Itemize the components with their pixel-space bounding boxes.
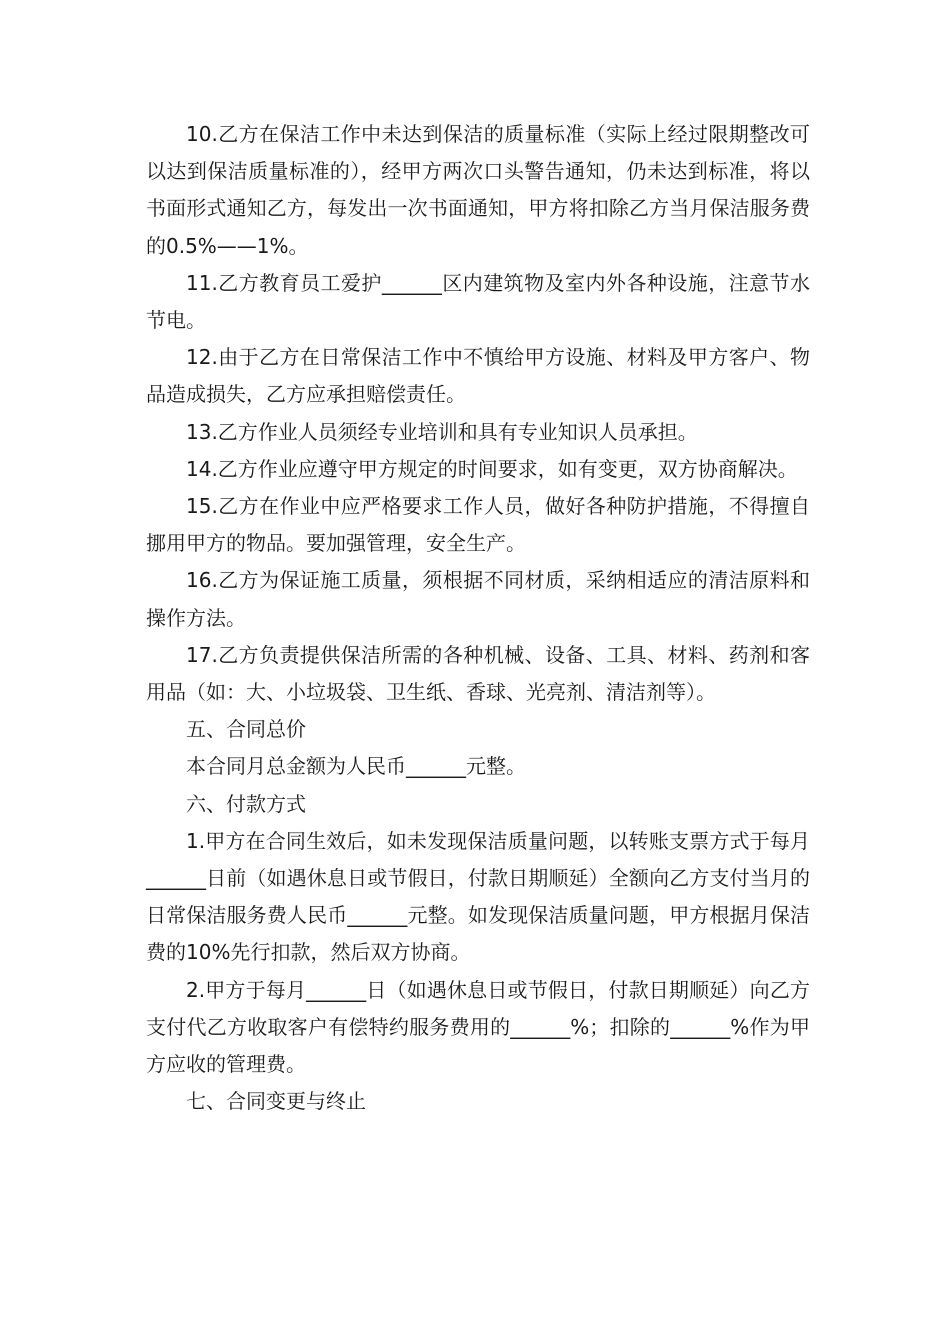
contract-total-amount: 本合同月总金额为人民币______元整。 xyxy=(186,754,526,779)
clause-17: 17.乙方负责提供保洁所需的各种机械、设备、工具、材料、药剂和客用品（如：大、小垃圾袋、卫生纸、香球、光亮剂、清洁剂等）。 xyxy=(146,642,810,705)
clause-12: 12.由于乙方在日常保洁工作中不慎给甲方设施、材料及甲方客户、物品造成损失，乙方应承担赔偿责任。 xyxy=(146,345,810,407)
section-heading-payment-method: 六、付款方式 xyxy=(186,791,306,816)
payment-clause-1: 1.甲方在合同生效后，如未发现保洁质量问题，以转账支票方式于每月______日前（如遇休息日或节假日，付款日期顺延）全额向乙方支付当月的日常保洁服务费人民币______元整。如发现保洁质量问题，甲方根据月保洁费的10%先行扣款，然后双方协商。 xyxy=(146,828,810,965)
payment-clause-2: 2.甲方于每月______日（如遇休息日或节假日，付款日期顺延）向乙方支付代乙方收取客户有偿特约服务费用的______%；扣除的______%作为甲方应收的管理费。 xyxy=(146,977,810,1077)
clause-16: 16.乙方为保证施工质量，须根据不同材质，采纳相适应的清洁原料和操作方法。 xyxy=(146,568,810,630)
document-body xyxy=(146,116,810,1120)
section-heading-contract-change: 七、合同变更与终止 xyxy=(186,1089,366,1114)
section-heading-contract-total: 五、合同总价 xyxy=(186,717,306,742)
clause-11: 11.乙方教育员工爱护______区内建筑物及室内外各种设施，注意节水节电。 xyxy=(146,270,810,333)
clause-10: 10.乙方在保洁工作中未达到保洁的质量标准（实际上经过限期整改可以达到保洁质量标准的），经甲方两次口头警告通知，仍未达到标准，将以书面形式通知乙方，每发出一次书面通知，甲方将扣除乙方当月保洁服务费的0.5%——1%。 xyxy=(146,122,810,258)
clause-14: 14.乙方作业应遵守甲方规定的时间要求，如有变更，双方协商解决。 xyxy=(186,456,798,481)
clause-13: 13.乙方作业人员须经专业培训和具有专业知识人员承担。 xyxy=(186,419,698,444)
clause-15: 15.乙方在作业中应严格要求工作人员，做好各种防护措施，不得擅自挪用甲方的物品。要加强管理，安全生产。 xyxy=(146,494,810,556)
